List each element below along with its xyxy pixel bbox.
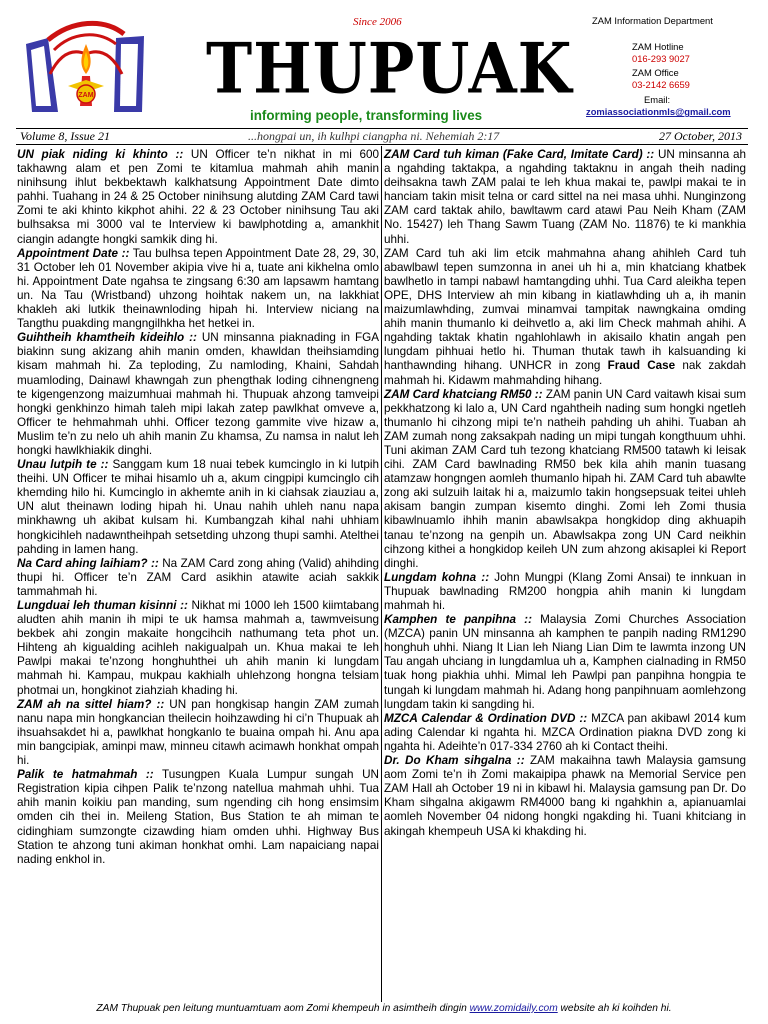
- article: [384, 247, 746, 388]
- article-heading: Guihtheih khamtheih kideihlo ::: [17, 331, 197, 345]
- article-body: Tau bulhsa tepen Appointment Date 28, 29, 30, 31 October leh 01 November akipia vive hi a, tuate ani kikhelna omlo hi. Appointment Date ngahsa te zingsang 6:30 am lapsawm hamtang un. Na Tau (Wristband) uhzong hoihtak nakem un, na lakkhiat khakleh aki lutkik theinawnloding hipah hi. Interview niciang na Tangthu puakding mangngilhkha het hetkei in.: [17, 246, 380, 331]
- issue-quote: ...hongpai un, ih kulhpi ciangpha ni. Nehemiah 2:17: [248, 129, 500, 143]
- article-heading: Lungduai leh thuman kisinni ::: [17, 599, 188, 612]
- department-label: ZAM Information Department: [592, 15, 713, 26]
- issue-date: 27 October, 2013: [659, 129, 742, 143]
- article-heading: UN piak niding ki khinto ::: [17, 148, 184, 161]
- article-heading: ZAM Card khatciang RM50 ::: [384, 387, 543, 401]
- article: [17, 247, 379, 332]
- hotline-number: 016-293 9027: [632, 53, 690, 64]
- article-heading: Na Card ahing laihiam? ::: [17, 556, 159, 570]
- article-heading: Lungdam kohna ::: [384, 570, 490, 584]
- article-body: John Mungpi (Klang Zomi Ansai) te innkuan in Thupuak bawlnading RM200 hongpia ahih manin ki lungdam mahmah hi.: [384, 570, 746, 612]
- article-body: Malaysia Zomi Churches Association (MZCA) panin UN minsanna ah kamphen te panpih nading RM1290 honghuh uhhi. Niang It Lian leh Niang Lian Dim te lawmta inzong UN Tau angah uhciang in lungdamlua uh a, Kamphen cialnading in RM50 tuak hong piakhia uhhi. Mimal leh Pawlpi pan panpihna hongpia te tungah ki lungdam mahmah hi. Adang hong panpihnuam aomlehzong lungdam takin ki sangding hi.: [384, 613, 746, 711]
- article: [17, 599, 379, 698]
- fraud-case-term: Fraud Case: [607, 359, 676, 373]
- article: [17, 557, 379, 599]
- issue-bar: [16, 128, 748, 145]
- article-heading: Palik te hatmahmah ::: [17, 768, 154, 782]
- article-body: ZAM makaihna tawh Malaysia gamsung aom Zomi te’n ih Zomi makaipipa phawk na Memorial Service pen ZAM Hall ah October 19 ni in kibawl hi. Malaysia gamsung pan Dr. Do Kham sihgalna akigawm RM4000 bang ki ngahkhin a, apianuamlai aomleh November 04 nidong hongki ngakding hi. Tuani khitciang in akingah khempeuh USA ki khakding hi.: [384, 754, 747, 838]
- article: [384, 388, 746, 571]
- article: [384, 613, 746, 712]
- article-body: Na ZAM Card zong ahing (Valid) ahihding thupi hi. Officer te’n ZAM Card asikhin atawite aciah sakkik tammahmah hi.: [17, 556, 379, 598]
- logo-label: ZAM: [78, 92, 94, 99]
- tagline: informing people, transforming lives: [250, 108, 483, 123]
- article-body: MZCA pan akibawl 2014 kum ading Calendar ki ngahta hi. MZCA Ordination piakna DVD zong ki ngahta hi. Adeihte’n 017-334 2760 ah ki Contact theihi.: [384, 711, 746, 753]
- article: [384, 712, 746, 754]
- zam-logo: [20, 14, 152, 122]
- article-body: Nikhat mi 1000 leh 1500 kiimtabang aludten ahih manin ih mipi te uk hamsa mahmah a, tawmveisung bekbek ahi zongin makaite hongcihcih nathumang teta phot un. Hihteng ah kigualding acihleh nakigualpah un. Khua makai te leh Pawlpi makai te’nzong honghuhthei uh ahih manin ki lungdam mahmah hi. Kampau, mukpau kakhialh uhlehzong hongna telsiam photmai un, hongkinot ziahziah khading hi.: [17, 599, 380, 697]
- article: [384, 571, 746, 613]
- article-body: Sanggam kum 18 nuai tebek kumcinglo in ki lutpih theihi. UN Officer te mihai hisamlo uh a, akum cingpipi kumcinglo cih khemding hilo hi. Kumcinglo in akhemte anih in ki ciahsak ziauziau a, UN alut theinawn loding hipah hi. Unau nahih uhleh nanu napa minkhawng uh akibat kulsam hi. Kumbangzah kihal nahi uhhiam hongkicihleh nadawntheihpah setsetding uhzong thupi samhi. Atelthei pahding in lamen hang.: [17, 458, 379, 556]
- masthead-title: THUPUAK: [206, 27, 573, 110]
- article-heading: Dr. Do Kham sihgalna ::: [384, 754, 525, 768]
- right-column: [384, 148, 746, 839]
- office-label: ZAM Office: [632, 67, 679, 78]
- article-body: Tusungpen Kuala Lumpur sungah UN Registration kipia cihpen Palik te’nzong natellua mahmah uhhi. Tua ahih manin koikiu pan manding, sum ngending cih hong ensimsim omden cih thei in. Meileng Station, Bus Station te ah miman te cidinghiam sumzongte cizawding hiam omden uhhi. Highway Bus Station te ahzong tuni akiman honkhat omhi. Lam napaiciang napai nading enkhol in.: [17, 768, 379, 866]
- hotline-label: ZAM Hotline: [632, 41, 684, 52]
- article: [384, 754, 746, 839]
- article-heading: MZCA Calendar & Ordination DVD ::: [384, 711, 588, 725]
- article-body: UN pan hongkisap hangin ZAM zumah nanu napa min hongkancian theilecin hoihzawding hi ci’n Thupuak ah ihsuahsakdet hi a, pawlkhat hongkanlo te buaina ompah hi. Anu apa min bangcipiak, aminpi maw, minneu citawh acimawh honkhat ompah hi.: [17, 697, 379, 768]
- article-heading: Kamphen te panpihna ::: [384, 613, 532, 627]
- column-divider: [381, 146, 382, 1002]
- article: [17, 458, 379, 557]
- article: [17, 768, 379, 867]
- issue-volume: Volume 8, Issue 21: [20, 129, 110, 143]
- left-column: [17, 148, 379, 867]
- article: [17, 148, 379, 247]
- article: [17, 698, 379, 768]
- article: [17, 331, 379, 458]
- email-link[interactable]: zomiassociationmls@gmail.com: [586, 106, 731, 117]
- article-body: ZAM Card tuh aki lim etcik mahmahna ahang ahihleh Card tuh abawlbawl tepen sumzonna in anei uh hi a, min khatciang khatbek bawlhetlo in tampi nabawl hamtangding uhhi. Tua Card aleikha tepen OPE, DHS Interview ah min kibang in kiatlawhding uh a, ih manin maizumlawhding, zumvai minamvai tampitak nawngkaina omding ahih manin thumanlo ki deihvetlo a, aki lim Check mahmah ahihi. A ngahding taktak khatin ngahlohlawh in akisailo khatin angah pen lungdam pihhuai hetlo hi. Thuman thutak tawh ih kalsuanding ki hanthawnding hihang. UNHCR in zong: [384, 246, 746, 373]
- article-body: UN minsanna piaknading in FGA biakinn sung akizang ahih manin omden, khawldan theihsiamding kisam mahmah hi. Za teploding, Zu namloding, Khaini, Sahdah muamloding, Dainawl khawngah zun phengthak loding cihnengneng te kigengenzong maizumhuai mahmah hi. Thupuak ahzong tamveipi hongki genkhinzo himah taleh mipi lakah zatep pawlkhat omveve a, Officer te hehmahmah uhhi. Officer tezong gammite vive hizaw a, Muslim te’n zu nelo uh ahih manin Zu khamsa, Zu namsa in nalut leh hongki hawlkhiakik dinghi.: [17, 331, 379, 457]
- website-link[interactable]: www.zomidaily.com: [469, 1003, 558, 1014]
- office-number: 03-2142 6659: [632, 79, 690, 90]
- article: [384, 148, 746, 247]
- article-heading: Unau lutpih te ::: [17, 458, 109, 472]
- article-heading: ZAM ah na sittel hiam? ::: [17, 697, 165, 711]
- article-body: ZAM panin UN Card vaitawh kisai sum pekkhatzong ki lalo a, UN Card ngahtheih nading sum hongki ngetleh thumanlo hi cihzong mipi te’n natheih pahding uh ahihi. Tuaban ah ZAM zumah nong zaksakpah nading un mipi tungah kongthuum uhhi. Tuni akiman ZAM Card tuh tezong khatciang RM500 tatawh ki leisak cihi. ZAM Card bawlnading RM50 bek kila ahih manin tuasang atamzaw hongngen aomleh thumanlo hipah hi. ZAM Card tuh abawlte zong aki sulzuih laitak hi a, maizumlo takin hongsepsuak teitei uhleh akisam bangin zumpan kisemto dinghi. Zomi leh Zomi thusia kibawlnuamlo ihhih manin abawlsakpa hongkidop ding akhuapih tanau te’nzong na genpih un. Abawlsakpa zong UN Card neikhin cihzong kithei a hongkidop keileh UN zum ahzong akisaplei ki Report dinghi.: [384, 387, 746, 570]
- footer-text: ZAM Thupuak pen leitung muntuamtuam aom Zomi khempeuh in asimtheih dingin: [96, 1003, 470, 1014]
- article-body: UN Officer te’n nikhat in mi 600 takhawng alam et pen Zomi te kitamlua mahmah ahih manin ninihsung ihlut bekbektawh kalkhatsung Appointment Date dimto pahhi. Tuahang in 24 & 25 October ninihsung alutding ZAM Card tawi Zomi te aki khinto kikphot ahihi. 22 & 23 October ninihsung Tau aki bulhsaksa mi 3000 val te Interview ki bawlphotding a, amankhit ciangin adangte hongki samkik ding hi.: [17, 148, 379, 246]
- footer-text: website ah ki koihden hi.: [557, 1003, 672, 1014]
- since-label: Since 2006: [353, 16, 402, 28]
- article-body: UN minsanna ah a ngahding taktakpa, a ngahding taktaknu in angah theih nading deihsakna tawh ZAM palai te leh khua makai te, pawlpi makai te in hanciam takin misit telna or card sittel na nei masa uhhi. Nunginzong ZAM card taktak ahilo, bawltawm card atawi Pau Neih Kham (ZAM No. 15427) leh Thang Sawm Tuang (ZAM No. 11876) te ki mankhia uhhi.: [384, 148, 746, 246]
- footer: [0, 1003, 768, 1014]
- article-body: nak zakdah mahmah hi. Kidawm mahmahding hihang.: [384, 359, 747, 387]
- article-heading: ZAM Card tuh kiman (Fake Card, Imitate Card) ::: [384, 148, 655, 161]
- article-heading: Appointment Date ::: [17, 246, 130, 260]
- email-label: Email:: [644, 94, 671, 105]
